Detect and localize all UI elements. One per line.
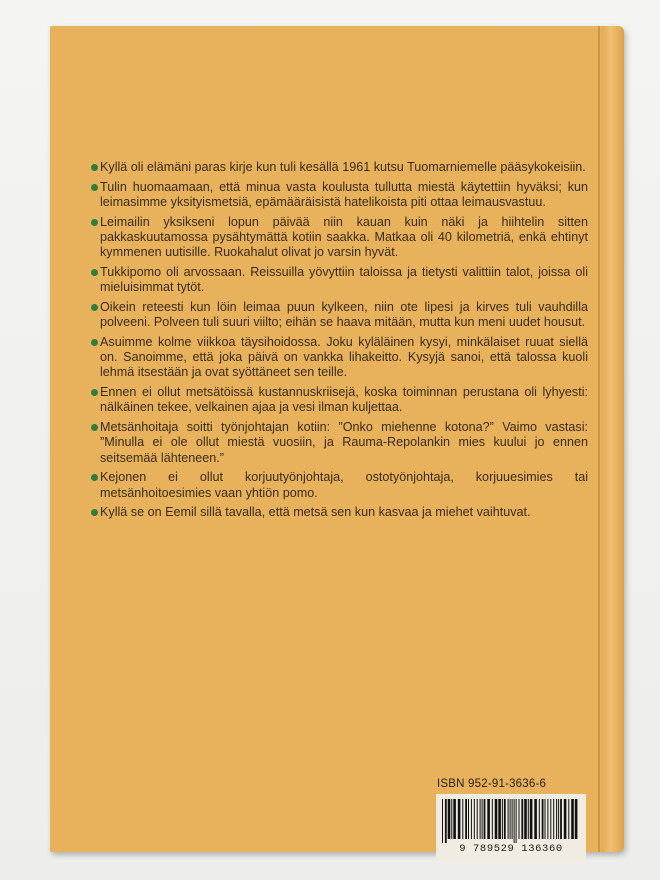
blurb-quote-text: Tulin huomaamaan, että minua vasta koulusta tullutta miestä käytettiin hyväksi; kun leimasimme yksityismetsiä, epämääräisistä hatelikoista piti ottaa leimausvastuu. [100,179,588,209]
barcode-bar [516,799,517,843]
barcode-bar [568,799,569,839]
barcode-bar [521,799,523,839]
green-dot-icon [91,269,98,276]
barcode-bar [530,799,533,839]
blurb-quotes [92,160,588,525]
barcode-bar [495,799,498,839]
barcode-bar [545,799,546,839]
barcode-bar [528,799,529,839]
blurb-quote [92,180,588,210]
blurb-quote-text: Oikein reteesti kun löin leimaa puun kylkeen, niin ote lipesi ja kirves tuli vauhdilla polveeni. Polveen tuli suuri viilto; eihän se haava mitään, mutta kun meni uudet housut. [100,300,588,330]
green-dot-icon [91,339,98,346]
barcode-bars [442,799,580,843]
book-spine-edge [602,26,624,852]
barcode-bar [542,799,544,839]
barcode-bar [534,799,537,839]
spine-groove [598,26,600,852]
barcode-bar [510,799,511,839]
blurb-quote [92,470,588,500]
blurb-quote [92,160,588,175]
barcode-panel [436,794,586,862]
blurb-quote-text: Kejonen ei ollut korjuutyönjohtaja, ostotyönjohtaja, korjuuesimies tai metsänhoitoesimies vaan yhtiön pomo. [100,470,588,500]
barcode-bar [502,799,503,839]
barcode-bar [445,799,447,843]
barcode-bar [458,799,461,839]
barcode-number: 9 789529 136360 [459,843,563,855]
barcode-bar [558,799,559,839]
blurb-quote [92,265,588,295]
blurb-quote-text: Ennen ei ollut metsätöissä kustannuskriisejä, koska toiminnan perustana oli lyhyesti: nälkäinen tekee, velkainen ajaa ja vesi ilman kuljettaa. [100,385,588,415]
green-dot-icon [91,424,98,431]
barcode-bar [498,799,501,839]
barcode-bar [480,799,481,839]
barcode-bar [465,799,467,839]
barcode-bar [575,799,578,839]
green-dot-icon [91,219,98,226]
barcode-bar [448,799,451,839]
blurb-quote [92,300,588,330]
green-dot-icon [91,304,98,311]
barcode-bar [547,799,548,839]
blurb-quote [92,420,588,466]
barcode-bar [571,799,574,839]
blurb-quote-text: Kyllä oli elämäni paras kirje kun tuli kesällä 1961 kutsu Tuomarniemelle pääsykokeisiin. [100,160,586,174]
blurb-quote-text: Metsänhoitaja soitti työnjohtajan kotiin: ”Onko miehenne kotona?” Vaimo vastasi: ”Minulla ei ole ollut miestä vuosiin, ja Rauma-Repolankin mies kuului jo ennen seitsemää lähteneen.” [100,420,588,465]
barcode-bar [514,799,515,843]
barcode-bar [519,799,520,839]
green-dot-icon [91,164,98,171]
blurb-quote [92,215,588,261]
barcode-bar [442,799,443,843]
barcode-bar [462,799,463,839]
barcode-bar [482,799,483,839]
barcode-bar [451,799,452,839]
green-dot-icon [91,509,98,516]
barcode-bar [487,799,490,839]
barcode-bar [553,799,554,839]
book-back-cover [50,26,624,855]
blurb-quote-text: Tukkipomo oli arvossaan. Reissuilla yövyttiin taloissa ja tietysti valittiin talot, joissa oli mieluisimmat tytöt. [100,265,588,295]
barcode-bar [508,799,509,839]
barcode-bar [539,799,540,839]
barcode-bar [524,799,527,839]
barcode-bar [512,799,513,839]
barcode-bar [504,799,506,839]
barcode-bar [560,799,562,839]
barcode-bar [453,799,456,839]
blurb-quote-text: Leimailin yksikseni lopun päivää niin kauan kuin näki ja hiihtelin sitten pakkaskuutamossa pysähtymättä kotiin saakka. Matkaa oli 40 kilometriä, enkä ehtinyt kymmenen uutisille. Ruokahalut olivat jo varsin hyvät. [100,214,588,260]
barcode-bar [477,799,478,839]
barcode-bar [492,799,493,839]
barcode-bar [484,799,486,839]
blurb-quote-text: Asuimme kolme viikkoa täysihoidossa. Joku kyläläinen kysyi, minkälaiset ruuat siellä on. Sanoimme, että joka päivä on vankka lihakeitto. Kysyjä sanoi, että talossa kuoli lehmä itsestään ja ovat syöttäneet sen teille. [100,335,588,380]
barcode-bar [474,799,475,839]
blurb-quote-text: Kyllä se on Eemil sillä tavalla, että metsä sen kun kasvaa ja miehet vaihtuvat. [100,505,531,520]
blurb-quote [92,335,588,381]
barcode-bar [564,799,567,839]
barcode-bar [468,799,469,839]
barcode-bar [471,799,472,839]
barcode-bar [556,799,557,839]
isbn-label: ISBN 952-91-3636-6 [437,778,547,790]
green-dot-icon [91,474,98,481]
barcode-bar [550,799,551,839]
blurb-quote [92,505,588,520]
green-dot-icon [91,389,98,396]
green-dot-icon [91,184,98,191]
blurb-quote [92,385,588,415]
